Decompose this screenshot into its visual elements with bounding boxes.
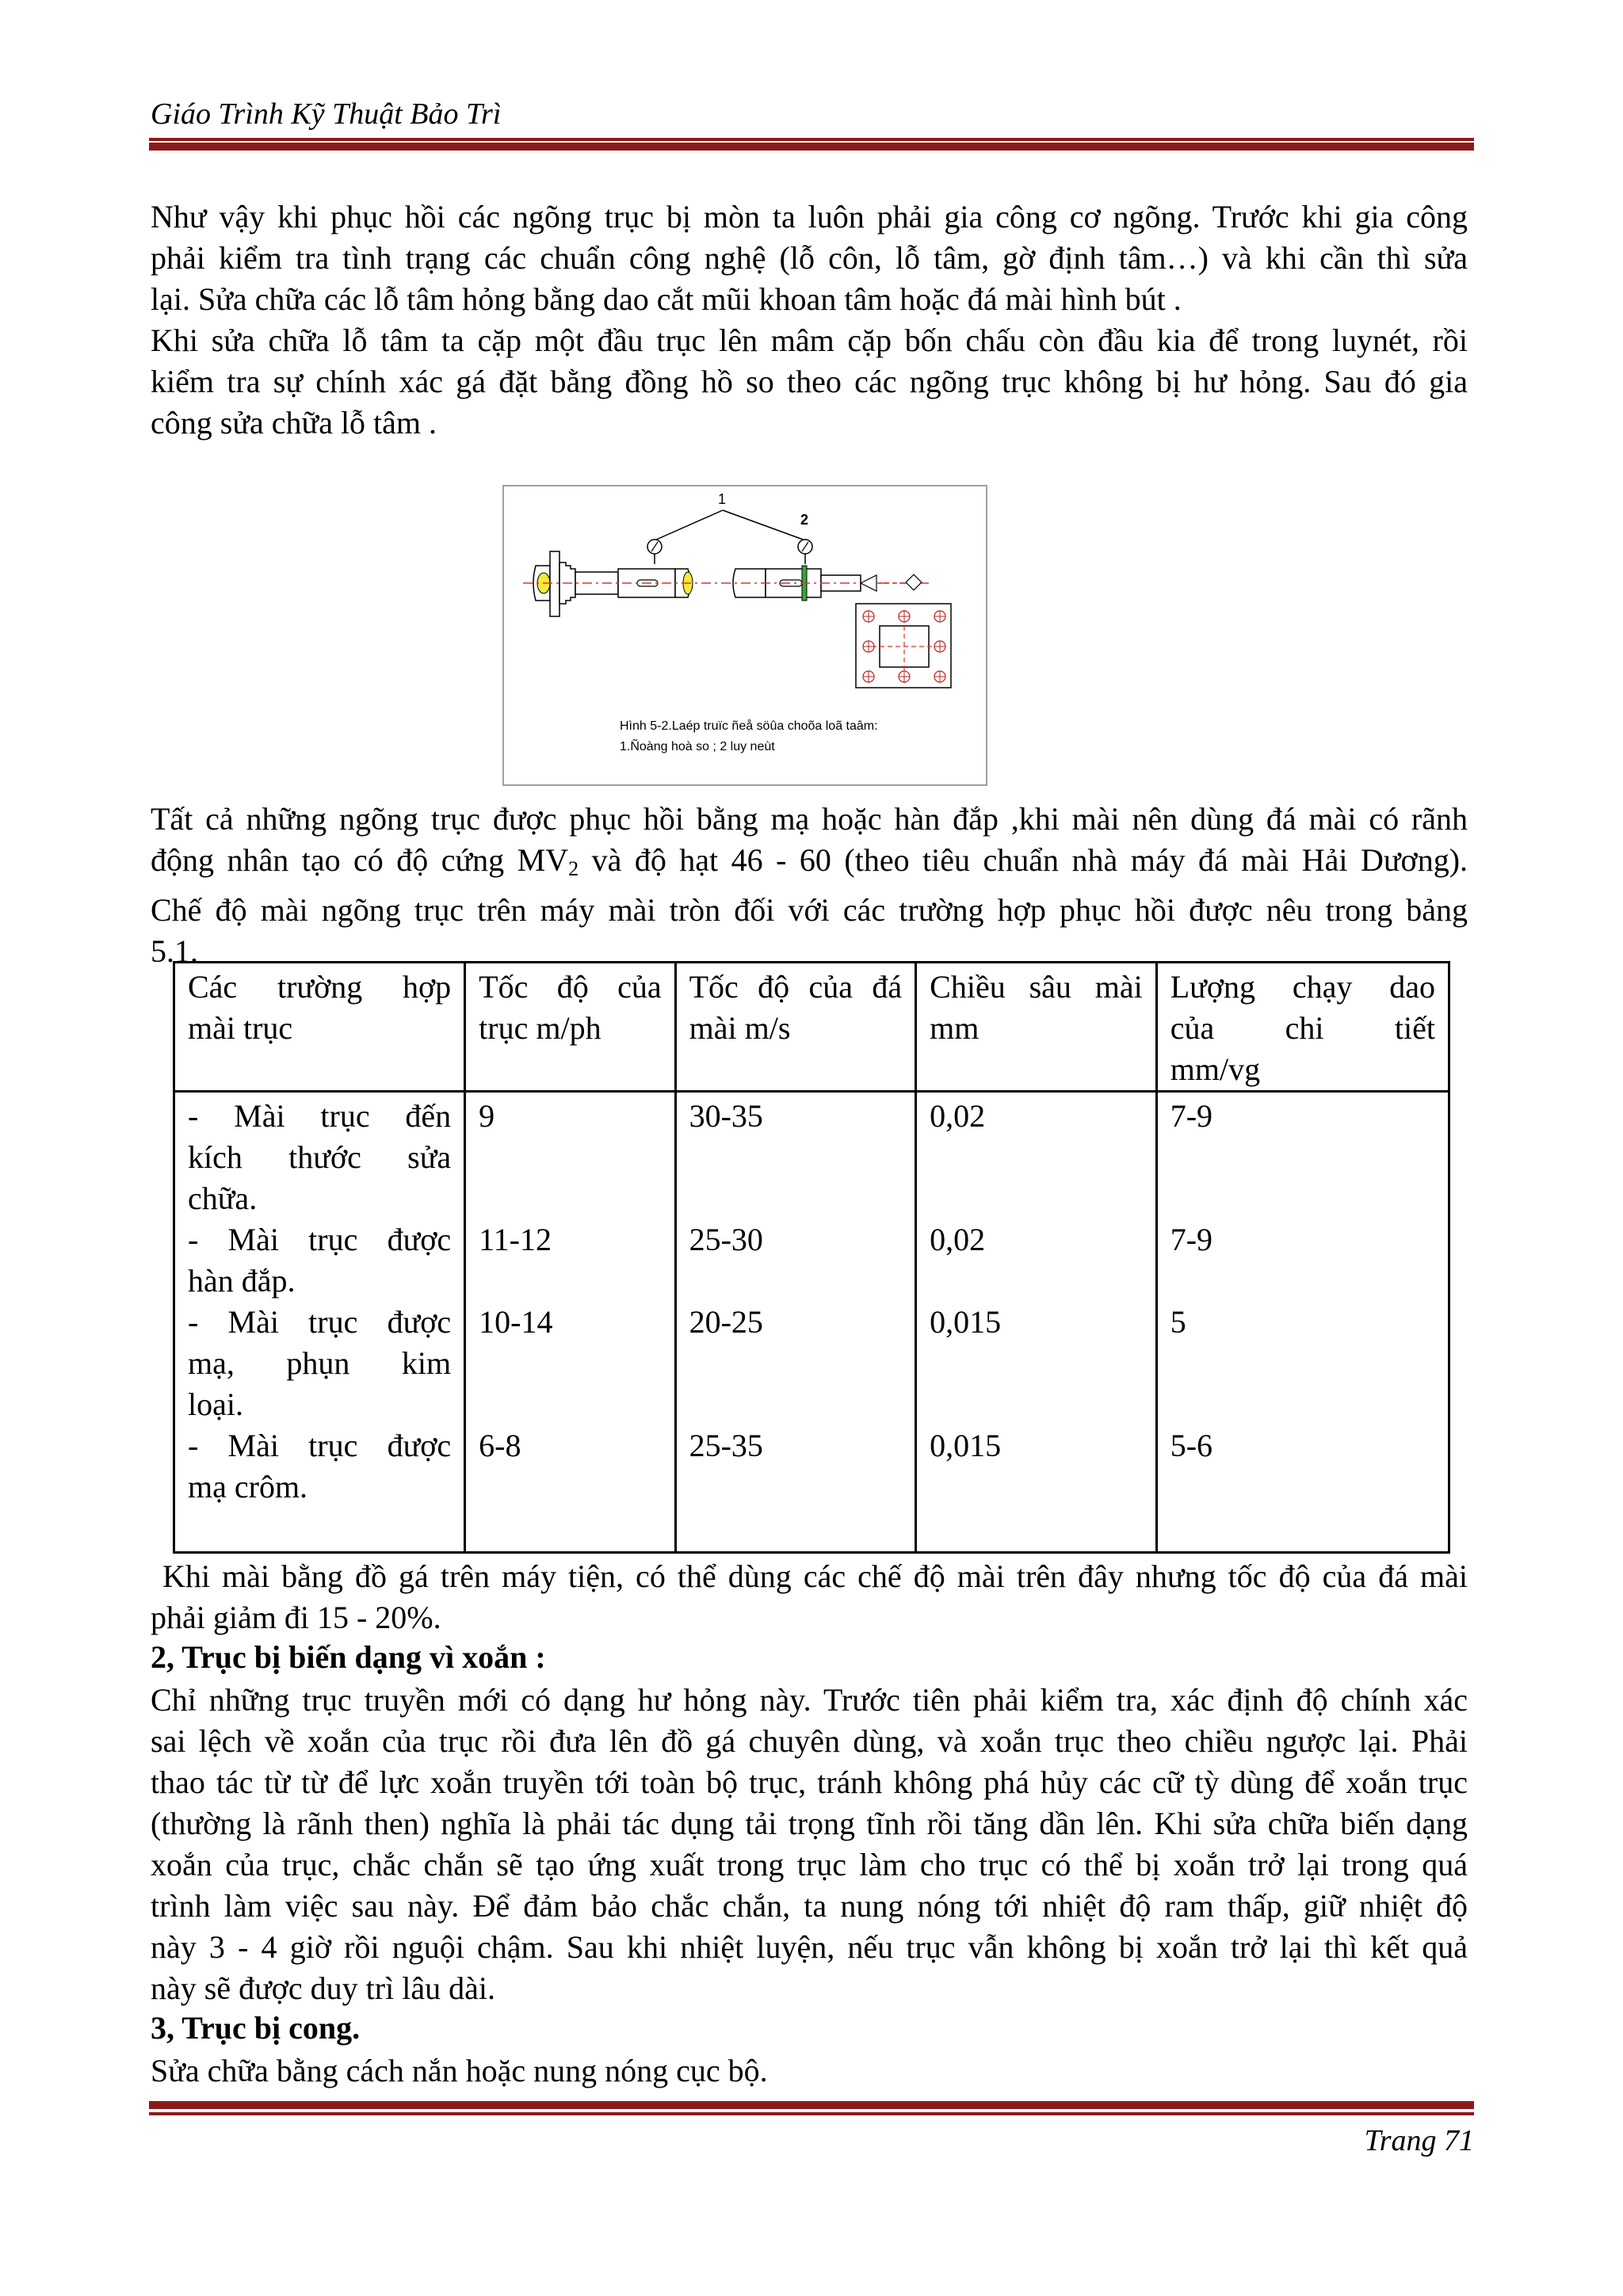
cell-value: 25-35	[689, 1428, 763, 1463]
intro-paragraph	[151, 196, 1468, 320]
section3-paragraph	[151, 2050, 1468, 2092]
text-fragment: và độ hạt 46 - 60 (theo tiêu chuẩn nhà máy đá mài Hải Dương).	[579, 842, 1468, 878]
text-line: phải giảm đi 15 - 20%.	[151, 1600, 441, 1635]
cell-value: 5-6	[1170, 1428, 1213, 1463]
section-heading: 2, Trục bị biến dạng vì xoắn :	[151, 1639, 546, 1675]
cell-line: Tốc độ của	[479, 969, 662, 1005]
text-line: 5.1.	[151, 933, 198, 969]
cell-value: 0,02	[930, 1222, 986, 1257]
text-line: công sửa chữa lỗ tâm .	[151, 405, 437, 441]
cell-line: loại.	[188, 1386, 243, 1422]
header-rule-thin	[149, 138, 1474, 141]
cell-line: Các trường hợp	[188, 969, 452, 1005]
cell-line: mài trục	[188, 1010, 293, 1046]
text-line: kiểm tra sự chính xác gá đặt bằng đồng hồ so theo các ngõng trục không bị hư hỏng. Sau đó gia	[151, 364, 1468, 399]
text-fragment: động nhân tạo có độ cứng MV	[151, 842, 569, 878]
header-cell-wheel-speed	[675, 963, 916, 1092]
table-row	[174, 1092, 1449, 1553]
text-line: xoắn của trục, chắc chắn sẽ tạo ứng xuất trong trục làm cho trục có thể bị xoắn trở lại trong quá	[151, 1847, 1468, 1882]
grinding-paragraph	[151, 799, 1468, 972]
tailstock-center-icon	[861, 574, 922, 591]
cell-line: kích thước sửa	[188, 1139, 452, 1175]
header-cell-depth	[916, 963, 1157, 1092]
cell-value: 6-8	[479, 1428, 521, 1463]
cell-line: - Mài trục được	[188, 1304, 452, 1340]
cell-value: 11-12	[479, 1222, 552, 1257]
header-cell-shaft-speed	[465, 963, 675, 1092]
text-line: Như vậy khi phục hồi các ngõng trục bị mòn ta luôn phải gia công cơ ngõng. Trước khi gia công	[151, 199, 1468, 235]
text-line: phải kiểm tra tình trạng các chuẩn công nghệ (lỗ côn, lỗ tâm, gờ định tâm…) và khi cần thì sửa	[151, 240, 1468, 276]
cell-line: mm/vg	[1170, 1051, 1261, 1087]
cell-line: mạ crôm.	[188, 1469, 308, 1505]
footer-rule-thin	[149, 2112, 1474, 2115]
text-line: Chế độ mài ngõng trục trên máy mài tròn đối với các trường hợp phục hồi được nêu trong bảng	[151, 892, 1468, 928]
cell-value: 0,02	[930, 1098, 986, 1134]
text-line: Khi mài bằng đồ gá trên máy tiện, có thể dùng các chế độ mài trên đây nhưng tốc độ của đá mài	[151, 1558, 1468, 1594]
header-cell-case	[174, 963, 465, 1092]
text-line: Khi sửa chữa lỗ tâm ta cặp một đầu trục lên mâm cặp bốn chấu còn đầu kia để trong luynét, rồi	[151, 322, 1468, 358]
shaft-speed-cell	[465, 1092, 675, 1553]
depth-cell	[916, 1092, 1157, 1553]
text-line	[151, 840, 1468, 890]
cell-line: mạ, phụn kim	[188, 1345, 452, 1381]
grinding-modes-table	[173, 961, 1450, 1554]
section-heading: 3, Trục bị cong.	[151, 2010, 361, 2046]
four-jaw-chuck-icon	[533, 551, 575, 616]
dial-gauge-icon	[647, 540, 662, 564]
wheel-speed-cell	[675, 1092, 916, 1553]
cell-line: - Mài trục đến	[188, 1098, 452, 1134]
text-line: trình làm việc sau này. Để đảm bảo chắc chắn, ta nung nóng tới nhiệt độ ram thấp, giữ nhiệt độ	[151, 1888, 1468, 1924]
cell-value: 25-30	[689, 1222, 763, 1257]
steady-rest-side-view-icon	[856, 604, 951, 688]
label-dial-gauge: 1	[718, 491, 727, 507]
text-line: (thường là rãnh then) nghĩa là phải tác dụng tải trọng tĩnh rồi tăng dần lên. Khi sửa chữa biến dạng	[151, 1806, 1468, 1841]
page-number: Trang 71	[1364, 2124, 1474, 2157]
cell-line: - Mài trục được	[188, 1428, 452, 1463]
text-line: Chỉ những trục truyền mới có dạng hư hỏng này. Trước tiên phải kiểm tra, xác định độ chính xác	[151, 1682, 1468, 1718]
cell-value: 7-9	[1170, 1098, 1213, 1134]
cell-line: mm	[930, 1010, 980, 1046]
cell-value: 0,015	[930, 1428, 1002, 1463]
label-steady-rest: 2	[800, 512, 809, 528]
cell-line: Lượng chạy dao	[1170, 969, 1435, 1005]
dial-gauge-icon	[798, 540, 812, 564]
cell-line: Chiều sâu mài	[930, 969, 1143, 1005]
cell-value: 10-14	[479, 1304, 553, 1340]
cell-value: 30-35	[689, 1098, 763, 1134]
header-cell-feed	[1156, 963, 1449, 1092]
feed-cell	[1156, 1092, 1449, 1553]
after-table-paragraph	[151, 1556, 1468, 1638]
table-header-row	[174, 963, 1449, 1092]
subscript: 2	[568, 857, 579, 880]
cell-value: 5	[1170, 1304, 1186, 1340]
text-line: này 3 - 4 giờ rồi nguội chậm. Sau khi nhiệt luyện, nếu trục vẫn không bị xoắn trở lại thì kết quả	[151, 1929, 1468, 1965]
shaft-setup-figure	[502, 485, 987, 786]
text-line: sai lệch về xoắn của trục rồi đưa lên đồ gá chuyên dùng, và xoắn trục theo chiều ngược lại. Phải	[151, 1723, 1468, 1759]
section2-paragraph	[151, 1680, 1468, 2009]
cell-line: - Mài trục được	[188, 1222, 452, 1257]
header-rule-thick	[149, 143, 1474, 151]
cell-line: chữa.	[188, 1180, 258, 1216]
cell-line: mài m/s	[689, 1010, 791, 1046]
text-line: thao tác từ từ để lực xoắn truyền tới toàn bộ trục, tránh không phá hủy các cữ tỳ dùng để xoắn trục	[151, 1764, 1468, 1800]
cell-value: 7-9	[1170, 1222, 1213, 1257]
cell-line: trục m/ph	[479, 1010, 601, 1046]
cell-line: hàn đắp.	[188, 1263, 296, 1299]
center-fix-paragraph	[151, 320, 1468, 444]
text-line: lại. Sửa chữa các lỗ tâm hỏng bằng dao cắt mũi khoan tâm hoặc đá mài hình bút .	[151, 281, 1182, 317]
cell-line: Tốc độ của đá	[689, 969, 903, 1005]
text-line: Sửa chữa bằng cách nắn hoặc nung nóng cục bộ.	[151, 2053, 768, 2088]
text-line: Tất cả những ngõng trục được phục hồi bằng mạ hoặc hàn đắp ,khi mài nên dùng đá mài có rãnh	[151, 801, 1468, 837]
footer-rule-thick	[149, 2101, 1474, 2109]
text-line: này sẽ được duy trì lâu dài.	[151, 1970, 495, 2006]
cell-value: 9	[479, 1098, 495, 1134]
running-header-title: Giáo Trình Kỹ Thuật Bảo Trì	[151, 97, 502, 131]
figure-caption-line: Hình 5-2.Laép truïc ñeå söûa choõa loã taâm:	[620, 719, 878, 733]
cell-value: 0,015	[930, 1304, 1002, 1340]
case-cell	[174, 1092, 465, 1553]
cell-line: của chi tiết	[1170, 1010, 1435, 1046]
figure-caption-line: 1.Ñoàng hoà so ; 2 luy neùt	[620, 740, 775, 753]
cell-value: 20-25	[689, 1304, 763, 1340]
